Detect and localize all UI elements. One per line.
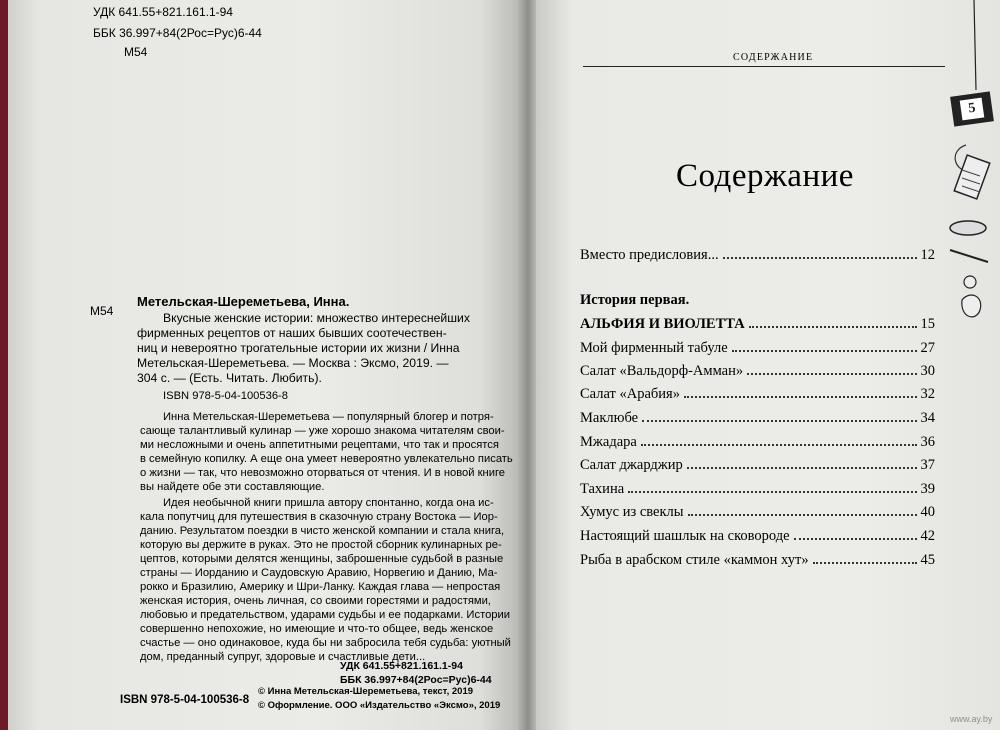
udk-top: УДК 641.55+821.161.1-94 [93, 5, 233, 19]
copyright-text: © Инна Метельская-Шереметьева, текст, 2019 [258, 686, 474, 697]
annotation-line: дом, преданный супруг, здоровые и счастливые дети... [140, 651, 426, 663]
annotation-line: совершенно непохожие, но имеющие и что-то общее, ведь женское [140, 623, 494, 635]
toc-entry-title: Салат «Арабия» [580, 386, 680, 402]
toc-entry-title: Салат джарджир [580, 457, 683, 473]
leader-dots [687, 455, 917, 469]
section-subtitle: АЛЬФИЯ И ВИОЛЕТТА [580, 316, 745, 332]
annotation-line: Идея необычной книги пришла автору спонтанно, когда она ис- [163, 497, 494, 509]
toc-entry [580, 526, 935, 546]
toc-entry-title: Салат «Вальдорф-Амман» [580, 363, 744, 379]
toc-entry-section [580, 314, 935, 334]
annotation-line: страны — Иорданию и Саудовскую Аравию, Норвегию и Данию, Ма- [140, 567, 498, 579]
annotation-line: кала попутчиц для путешествия в сказочную страну Востока — Иор- [140, 511, 498, 523]
annotation-line: сающе талантливый кулинар — уже хорошо знакома читателям свои- [140, 425, 505, 437]
kitchen-utensils-illustration [940, 0, 1000, 340]
toc-entry [580, 384, 935, 404]
toc-entry [580, 338, 935, 358]
toc-entry-title: Мжадара [580, 434, 637, 450]
toc-entry [580, 408, 935, 428]
leader-dots [813, 550, 917, 564]
toc-entry-page: 32 [920, 386, 935, 402]
leader-dots [688, 502, 917, 516]
leader-dots [794, 526, 917, 540]
leader-dots [641, 432, 917, 446]
leader-dots [747, 361, 916, 375]
section-page: 15 [920, 316, 935, 332]
annotation-line: рокко и Бразилию, Америку и Шри-Ланку. Каждая глава — непростая [140, 581, 501, 593]
toc-entry [580, 479, 935, 499]
bbk-bottom: ББК 36.997+84(2Рос=Рус)6-44 [340, 674, 492, 686]
annotation-line: счастье — оно одинаковое, куда бы ни забросила тебя судьба: уютный [140, 637, 511, 649]
toc-entry-title: Тахина [580, 481, 625, 497]
copyright-design: © Оформление. ООО «Издательство «Эксмо», 2019 [258, 700, 501, 711]
bib-line: фирменных рецептов от наших бывших соотечествен- [137, 326, 447, 340]
bib-line: ниц и невероятно трогательные истории их жизни / Инна [137, 341, 460, 355]
leader-dots [723, 245, 917, 259]
annotation-line: о жизни — так, что невозможно оторваться от чтения. И в новой книге [140, 467, 505, 479]
annotation-line: Инна Метельская-Шереметьева — популярный блогер и потря- [163, 411, 494, 423]
toc-entry-title: Маклюбе [580, 410, 639, 426]
annotation-line: в семейную копилку. А еще она умеет невероятно увлекательно писать [140, 453, 513, 465]
annotation-line: любовью и предательством, ударами судьбы и ее подарками. Истории [140, 609, 511, 621]
leader-dots [732, 338, 917, 352]
toc-entry-page: 27 [920, 340, 935, 356]
author-mark-top: М54 [124, 45, 148, 59]
toc-entry-page: 39 [920, 481, 935, 497]
toc-entry-title: Мой фирменный табуле [580, 340, 728, 356]
bib-line: Вкусные женские истории: множество интереснейших [163, 311, 470, 325]
toc-title: Содержание [676, 158, 854, 194]
udk-bottom: УДК 641.55+821.161.1-94 [340, 660, 463, 672]
toc-entry-title: Рыба в арабском стиле «каммон хут» [580, 552, 809, 568]
toc-entry-title: Настоящий шашлык на сковороде [580, 528, 790, 544]
page-number: 5 [960, 98, 985, 121]
bib-line: Метельская-Шереметьева. — Москва : Эксмо, 2019. — [137, 356, 449, 370]
annotation-line: цептов, которыми делятся женщины, заброшенные судьбой в разные [140, 553, 504, 565]
isbn: ISBN 978-5-04-100536-8 [163, 390, 289, 402]
toc-entry-page: 42 [920, 528, 935, 544]
watermark: www.ay.by [950, 714, 993, 724]
annotation-line: которую вы держите в руках. Это не простой сборник кулинарных ре- [140, 539, 502, 551]
toc-entry [580, 502, 935, 522]
toc-entry-page: 30 [920, 363, 935, 379]
bbk-top: ББК 36.997+84(2Рос=Рус)6-44 [93, 26, 262, 40]
toc-entry-page: 12 [920, 247, 935, 263]
toc-entry-title: Вместо предисловия... [580, 247, 719, 263]
bib-line: 304 с. — (Есть. Читать. Любить). [137, 371, 322, 385]
toc-entry [580, 455, 935, 475]
leader-dots [749, 314, 917, 328]
leader-dots [684, 384, 917, 398]
toc-entry [580, 550, 935, 570]
toc-entry [580, 245, 935, 265]
toc-entry-title: Хумус из свеклы [580, 504, 684, 520]
leader-dots [628, 479, 916, 493]
toc-entry [580, 361, 935, 381]
annotation-line: вы найдете обе эти составляющие. [140, 481, 325, 493]
running-head: СОДЕРЖАНИЕ [733, 52, 814, 63]
toc-entry-page: 45 [920, 552, 935, 568]
toc-entry-page: 34 [920, 410, 935, 426]
isbn-bottom: ISBN 978-5-04-100536-8 [120, 694, 250, 706]
running-head-rule [583, 66, 945, 67]
annotation-line: женская история, очень личная, со своими горестями и радостями, [140, 595, 491, 607]
bib-author: Метельская-Шереметьева, Инна. [137, 294, 350, 309]
section-heading: История первая. [580, 292, 690, 308]
toc-entry [580, 432, 935, 452]
book-gutter [518, 0, 538, 730]
annotation-line: данию. Результатом поездки в чисто женской компании и стала книга, [140, 525, 505, 537]
toc-entry-page: 40 [920, 504, 935, 520]
toc-entry-page: 36 [920, 434, 935, 450]
toc-entry-page: 37 [920, 457, 935, 473]
annotation-line: ми несложными и очень аппетитными рецептами, что так и просятся [140, 439, 499, 451]
leader-dots [642, 408, 916, 422]
author-mark-side: М54 [90, 304, 114, 318]
